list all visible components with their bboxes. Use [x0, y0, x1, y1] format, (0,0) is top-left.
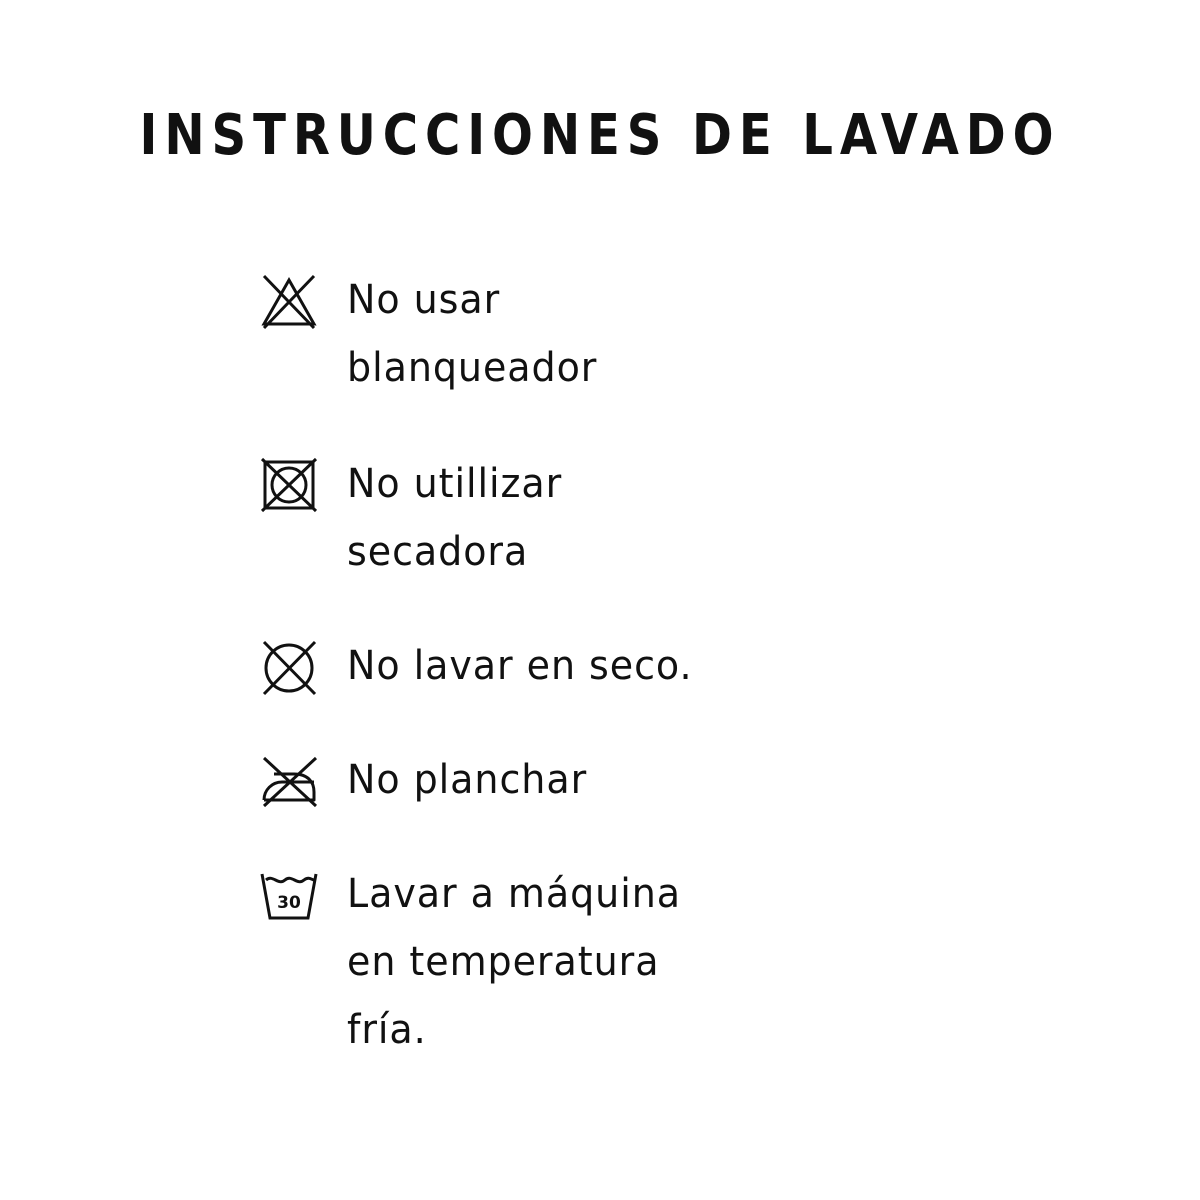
instruction-text	[347, 450, 562, 586]
instruction-no-iron	[260, 752, 600, 814]
no-dry-clean-icon	[260, 638, 318, 696]
instruction-no-dry-clean	[260, 638, 711, 700]
instruction-line: blanqueador	[347, 345, 598, 391]
instruction-text	[347, 860, 681, 1064]
page-title: INSTRUCCIONES DE LAVADO	[139, 103, 1061, 168]
instruction-line: No planchar	[347, 757, 588, 803]
instruction-line: Lavar a máquina	[347, 871, 681, 917]
no-bleach-icon	[260, 272, 318, 330]
instruction-line: en temperatura	[347, 939, 660, 985]
machine-wash-30-icon	[260, 866, 318, 924]
wash-temperature-label: 30	[277, 893, 301, 913]
instruction-line: No usar	[347, 277, 501, 323]
instruction-line: fría.	[347, 1007, 427, 1053]
instruction-line: secadora	[347, 529, 529, 575]
instruction-line: No utillizar	[347, 461, 563, 507]
no-iron-icon	[260, 752, 318, 810]
instruction-no-tumble-dry	[260, 456, 574, 586]
instruction-machine-wash-30	[260, 866, 699, 1064]
instruction-text	[347, 746, 587, 814]
instruction-text	[347, 632, 693, 700]
instruction-line: No lavar en seco.	[347, 643, 693, 689]
no-tumble-dry-icon	[260, 456, 318, 514]
instruction-no-bleach	[260, 272, 611, 402]
instruction-text	[347, 266, 597, 402]
